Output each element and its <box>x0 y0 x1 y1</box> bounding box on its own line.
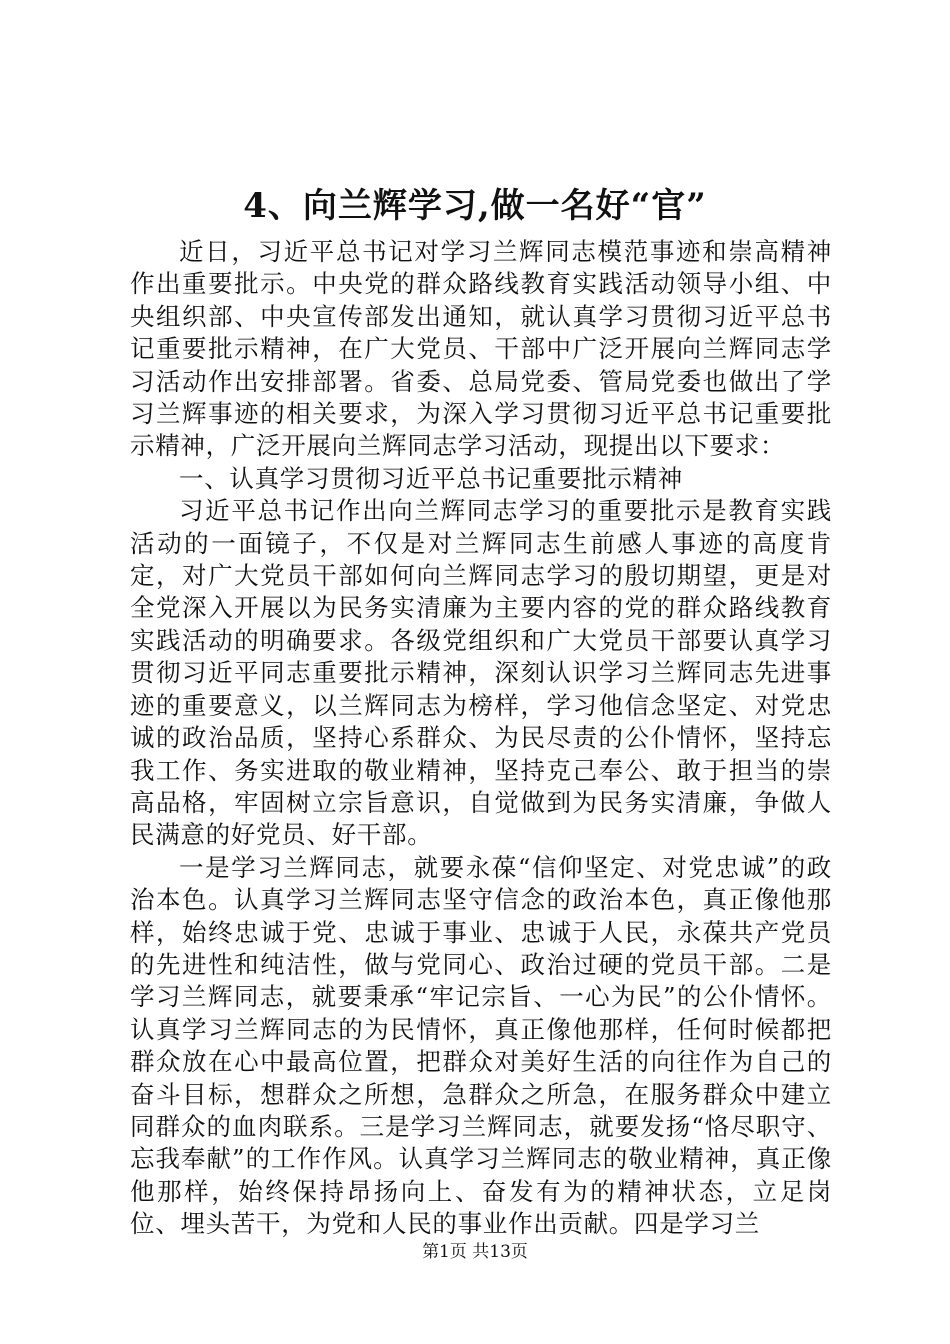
section-heading: 一、认真学习贯彻习近平总书记重要批示精神 <box>179 463 683 493</box>
page-number: 第1页 共13页 <box>422 1242 528 1262</box>
paragraph-points: 一是学习兰辉同志，就要永葆“信仰坚定、对党忠诚”的政治本色。认真学习兰辉同志坚守信念的政治本色，真正像他那样，始终忠诚于党、忠诚于事业、忠诚于人民，永葆共产党员的先进性和纯洁性，做与党同心、政治过硬的党员干部。二是学习兰辉同志，就要秉承“牢记宗旨、一心为民”的公仆情怀。认真学习兰辉同志的为民情怀，真正像他那样，任何时候都把群众放在心中最高位置，把群众对美好生活的向往作为自己的奋斗目标，想群众之所想，急群众之所急，在服务群众中建立同群众的血肉联系。三是学习兰辉同志，就要发扬“恪尽职守、忘我奉献”的工作作风。认真学习兰辉同志的敬业精神，真正像他那样，始终保持昂扬向上、奋发有为的精神状态，立足岗位、埋头苦干，为党和人民的事业作出贡献。四是学习兰 <box>130 852 832 1239</box>
document-body <box>130 236 832 1241</box>
document-title: 4、向兰辉学习,做一名好“官” <box>243 186 707 226</box>
paragraph-instructions: 习近平总书记作出向兰辉同志学习的重要批示是教育实践活动的一面镜子，不仅是对兰辉同志生前感人事迹的高度肯定，对广大党员干部如何向兰辉同志学习的殷切期望，更是对全党深入开展以为民务实清廉为主要内容的党的群众路线教育实践活动的明确要求。各级党组织和广大党员干部要认真学习贯彻习近平同志重要批示精神，深刻认识学习兰辉同志先进事迹的重要意义，以兰辉同志为榜样，学习他信念坚定、对党忠诚的政治品质，坚持心系群众、为民尽责的公仆情怀，坚持忘我工作、务实进取的敬业精神，坚持克己奉公、敢于担当的崇高品格，牢固树立宗旨意识，自觉做到为民务实清廉，争做人民满意的好党员、好干部。 <box>130 496 832 850</box>
paragraph-intro: 近日，习近平总书记对学习兰辉同志模范事迹和崇高精神作出重要批示。中央党的群众路线教育实践活动领导小组、中央组织部、中央宣传部发出通知，就认真学习贯彻习近平总书记重要批示精神，在广大党员、干部中广泛开展向兰辉同志学习活动作出安排部署。省委、总局党委、管局党委也做出了学习兰辉事迹的相关要求，为深入学习贯彻习近平总书记重要批示精神，广泛开展向兰辉同志学习活动，现提出以下要求： <box>130 237 832 461</box>
